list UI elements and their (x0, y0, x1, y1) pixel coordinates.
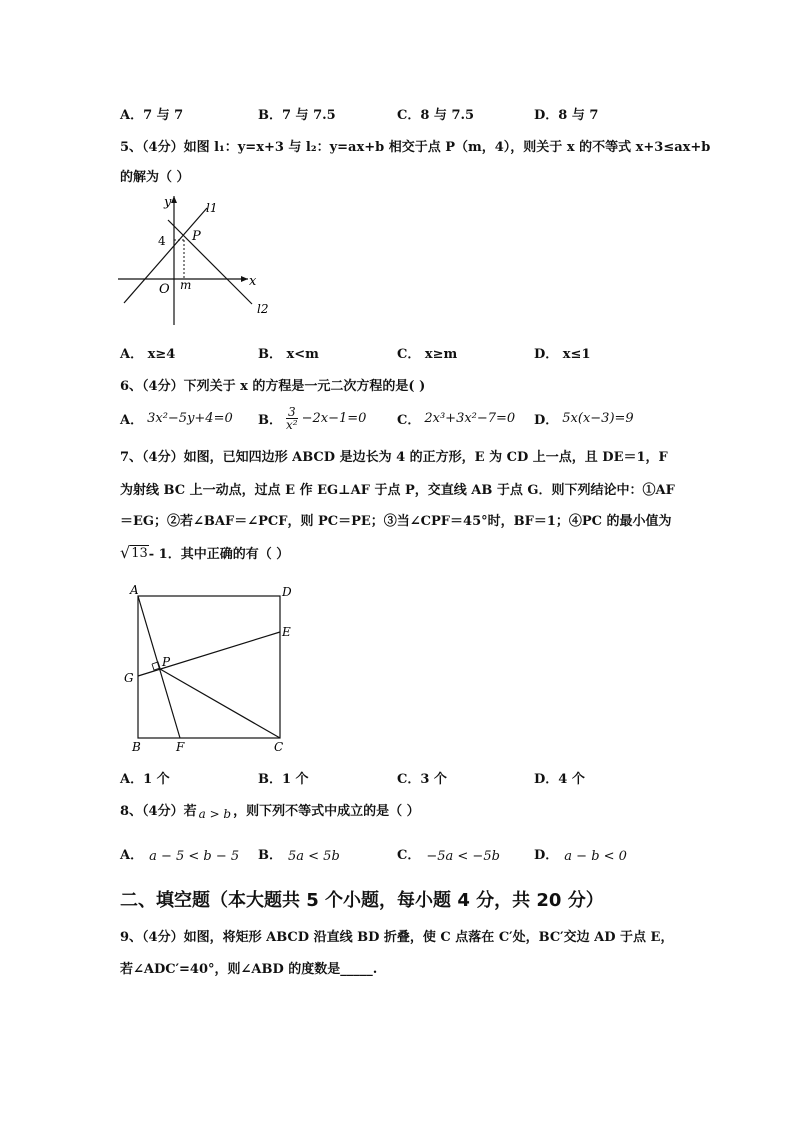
q8-b-label: B． (258, 848, 282, 863)
q7-option-a: A．1 个 (120, 772, 170, 787)
segment-af (138, 596, 180, 738)
sqrt-13 (120, 542, 149, 562)
y-axis-arrow (171, 196, 177, 203)
q8-option-c (397, 844, 500, 863)
q8-c-label: C． (397, 848, 421, 863)
label-g: G (124, 671, 134, 685)
x-axis-arrow (241, 276, 248, 282)
q8-option-d (534, 844, 627, 863)
label-l2: l2 (257, 302, 269, 316)
q5-stem-line2: 的解为（ ） (120, 170, 190, 185)
segment-ge (138, 632, 280, 676)
q6-option-d (534, 403, 634, 433)
q7-stem-line4 (120, 543, 289, 562)
label-l1: l1 (206, 201, 218, 215)
q6-c-label: C． (397, 412, 421, 428)
label-b: B (132, 740, 141, 754)
sqrt-radicand: 13 (131, 545, 148, 561)
label-origin: O (159, 282, 170, 297)
label-y: y (164, 195, 172, 210)
q6-option-a (120, 403, 233, 433)
q8-b-expr: 5a < 5b (288, 849, 340, 864)
q6-d-expr: 5x(x−3)=9 (562, 410, 634, 426)
q8-a-expr: a − 5 < b − 5 (149, 849, 240, 864)
q5-stem-line1: 5、（4分）如图 l₁：y=x+3 与 l₂：y=ax+b 相交于点 P（m，4），则关于 x 的不等式 x+3≤ax+b (120, 140, 711, 155)
q7-option-d: D．4 个 (534, 772, 585, 787)
q6-a-label: A． (120, 412, 144, 428)
q7-figure (118, 580, 308, 756)
q4-option-b: B．7 与 7.5 (258, 108, 336, 123)
q6-c-expr: 2x³+3x²−7=0 (424, 410, 516, 426)
label-p: P (192, 229, 201, 244)
q7-stem-line2: 为射线 BC 上一动点，过点 E 作 EG⊥AF 于点 P，交直线 AB 于点 G．则下列结论中：①AF (120, 483, 675, 498)
label-d: D (282, 585, 292, 599)
label-c: C (274, 740, 284, 754)
q7-stem-line1: 7、（4分）如图，已知四边形 ABCD 是边长为 4 的正方形，E 为 CD 上一点，且 DE＝1，F (120, 450, 668, 465)
q7-stem-line3: ＝EG；②若∠BAF＝∠PCF，则 PC＝PE；③当∠CPF＝45°时，BF＝1；④PC 的最小值为 (120, 514, 672, 529)
q8-d-label: D． (534, 848, 559, 863)
q7-line4-text: - 1．其中正确的有（ ） (148, 547, 290, 562)
label-4: 4 (158, 234, 166, 248)
q8-option-b (258, 844, 340, 863)
q6-option-c (397, 403, 515, 433)
q8-condition: a > b (198, 806, 232, 821)
label-x: x (249, 274, 257, 289)
label-p: P (162, 655, 171, 669)
q8-a-label: A． (120, 848, 144, 863)
label-m: m (180, 278, 192, 292)
q6-b-numerator: 3 (287, 404, 296, 419)
label-e: E (282, 625, 291, 639)
q8-d-expr: a − b < 0 (564, 849, 627, 864)
sqrt-sign: √ (120, 542, 131, 562)
q6-b-denominator: x² (286, 417, 298, 432)
q7-option-b: B．1 个 (258, 772, 309, 787)
q6-stem: 6、（4分）下列关于 x 的方程是一元二次方程的是( ) (120, 379, 426, 394)
q8-stem (120, 800, 420, 819)
q5-option-b: B． x<m (258, 347, 319, 362)
q5-option-a: A． x≥4 (120, 347, 176, 362)
q8-stem-post: ，则下列不等式中成立的是（ ） (233, 804, 420, 819)
q5-option-d: D． x≤1 (534, 347, 591, 362)
q8-option-a (120, 844, 239, 863)
q5-option-c: C． x≥m (397, 347, 458, 362)
q8-c-expr: −5a < −5b (426, 849, 500, 864)
q6-a-expr: 3x²−5y+4=0 (147, 410, 233, 426)
q6-option-b (258, 399, 366, 437)
q6-b-fraction (286, 406, 298, 431)
q6-b-label: B． (258, 412, 282, 428)
segment-pc (160, 669, 280, 738)
q5-figure (118, 192, 278, 328)
q6-d-label: D． (534, 412, 559, 428)
q9-stem-line1: 9、（4分）如图，将矩形 ABCD 沿直线 BD 折叠，使 C 点落在 C′处，BC′交边 AD 于点 E， (120, 930, 674, 945)
label-f: F (176, 740, 185, 754)
label-a: A (130, 583, 139, 597)
q9-stem-line2: 若∠ADC′=40°，则∠ABD 的度数是_____. (120, 962, 378, 977)
q7-option-c: C．3 个 (397, 772, 447, 787)
q8-stem-pre: 8、（4分）若 (120, 804, 197, 819)
section-heading-fill-in: 二、填空题（本大题共 5 个小题，每小题 4 分，共 20 分） (120, 890, 604, 911)
q4-option-a: A．7 与 7 (120, 108, 184, 123)
q4-option-c: C．8 与 7.5 (397, 108, 475, 123)
q4-option-d: D．8 与 7 (534, 108, 599, 123)
q6-b-rest: −2x−1=0 (301, 410, 367, 426)
